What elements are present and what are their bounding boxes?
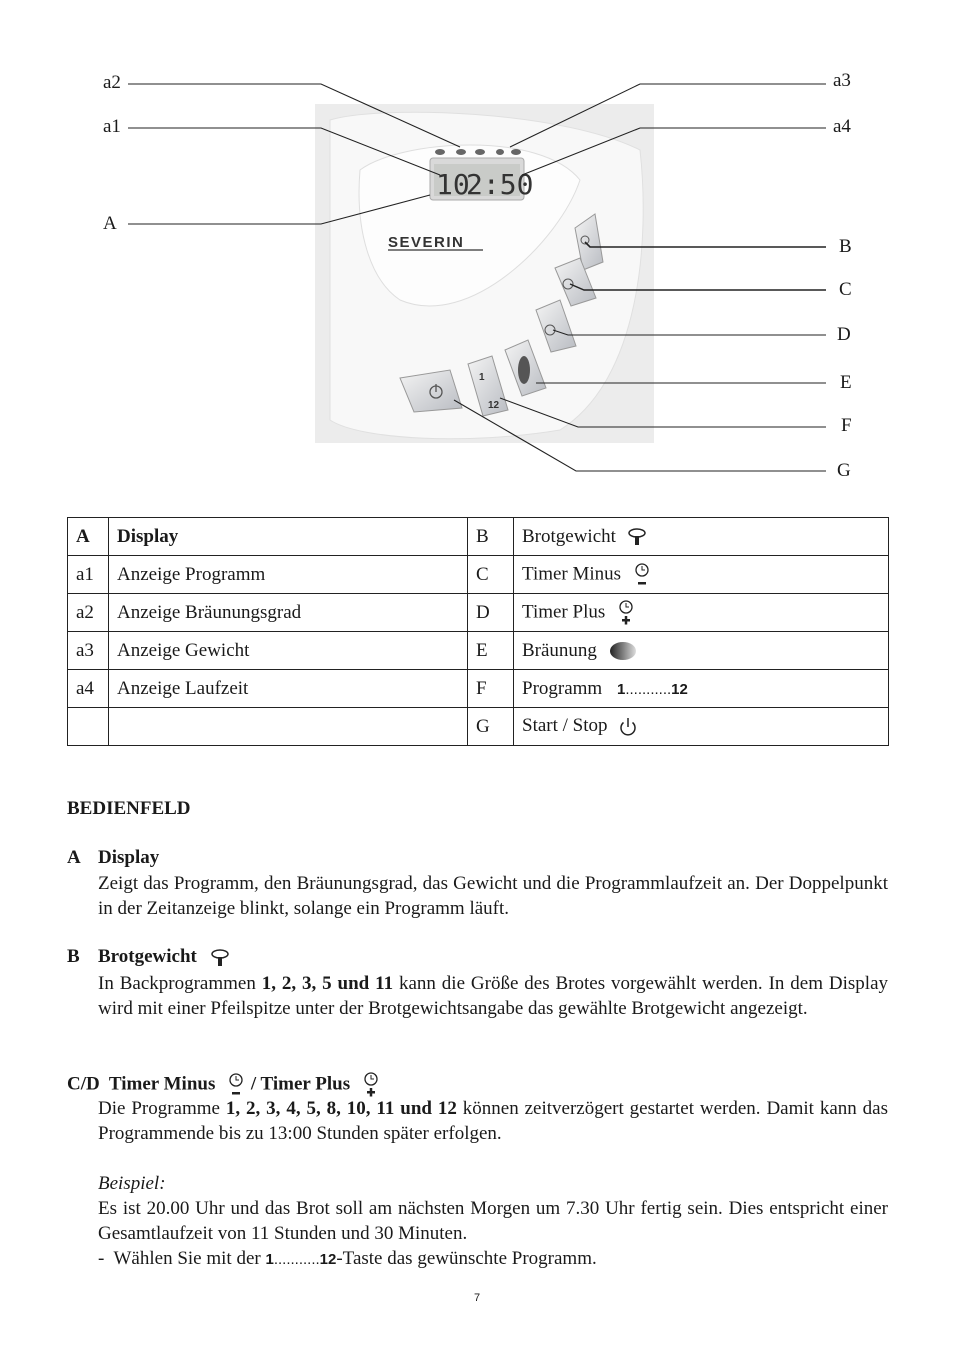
- section-a-text: Zeigt das Programm, den Bräunungsgrad, das Gewicht und die Programmlaufzeit an. Der Doppelpunkt in der Zeitanzeige blinkt, solange ein Programm läuft.: [98, 873, 888, 919]
- table-row: a2 Anzeige Bräunungsgrad D Timer Plus: [68, 594, 889, 632]
- section-b-title: Brotgewicht: [98, 946, 230, 968]
- lcd-program: 10: [436, 168, 470, 201]
- section-a-title: Display: [98, 847, 160, 868]
- callout-a3: a3: [833, 70, 851, 91]
- lcd-time: 2:50: [466, 168, 534, 201]
- callout-D: D: [837, 324, 851, 345]
- browning-icon: [608, 641, 638, 661]
- callout-G: G: [837, 460, 851, 481]
- legend-table: [67, 517, 889, 746]
- callout-a1: a1: [103, 116, 121, 137]
- svg-text:1: 1: [479, 372, 485, 383]
- example-step: - Wählen Sie mit der 1 ........... 12 -Taste das gewünschte Programm.: [98, 1246, 888, 1272]
- control-panel-figure: [0, 0, 954, 500]
- bread-weight-icon: [627, 527, 647, 547]
- callout-A: A: [103, 213, 117, 234]
- callout-E: E: [840, 372, 852, 393]
- example-text: Es ist 20.00 Uhr und das Brot soll am nächsten Morgen um 7.30 Uhr fertig sein. Dies entspricht einer Gesamtlaufzeit von 11 Stunden und 30 Minuten.: [98, 1198, 888, 1244]
- timer-plus-icon: [616, 599, 636, 627]
- control-panel-illustration: [0, 0, 954, 500]
- section-a-letter: A: [67, 847, 81, 868]
- timer-plus-icon: [361, 1071, 381, 1099]
- callout-a2: a2: [103, 72, 121, 93]
- section-heading: BEDIENFELD: [67, 798, 191, 819]
- table-row: a1 Anzeige Programm C Timer Minus: [68, 556, 889, 594]
- table-row: G Start / Stop: [68, 708, 889, 746]
- callout-a4: a4: [833, 116, 851, 137]
- callout-B: B: [839, 236, 852, 257]
- power-icon: [618, 716, 638, 738]
- timer-minus-icon: [226, 1072, 246, 1098]
- section-b-text: In Backprogrammen 1, 2, 3, 5 und 11 kann die Größe des Brotes vorgewählt werden. In dem Display wird mit einer Pfeilspitze unter der Brotgewichtsangabe das gewählte Brotgewicht angezeigt.: [98, 973, 888, 1019]
- section-cd-text: Die Programme 1, 2, 3, 4, 5, 8, 10, 11 und 12 können zeitverzögert gestartet werden. Damit kann das Programmende bis zu 13:00 Stunden später erfolgen.: [98, 1098, 888, 1144]
- svg-text:12: 12: [488, 400, 500, 411]
- timer-minus-icon: [632, 562, 652, 588]
- callout-C: C: [839, 279, 852, 300]
- brand-logo: SEVERIN: [388, 234, 465, 251]
- bread-weight-icon: [210, 948, 230, 968]
- section-b-letter: B: [67, 946, 80, 967]
- section-cd-title: C/D Timer Minus / Timer Plus: [67, 1071, 381, 1099]
- table-row: a4 Anzeige Laufzeit F Programm 1 ........... 12: [68, 670, 889, 708]
- program-range-icon: 1 ........... 12: [616, 680, 688, 698]
- program-range-icon: 1 ........... 12: [265, 1251, 337, 1268]
- table-row: A Display B Brotgewicht: [68, 518, 889, 556]
- table-row: a3 Anzeige Gewicht E Bräunung: [68, 632, 889, 670]
- page-number: 7: [473, 1292, 481, 1304]
- callout-F: F: [841, 415, 852, 436]
- example-label: Beispiel:: [98, 1173, 166, 1194]
